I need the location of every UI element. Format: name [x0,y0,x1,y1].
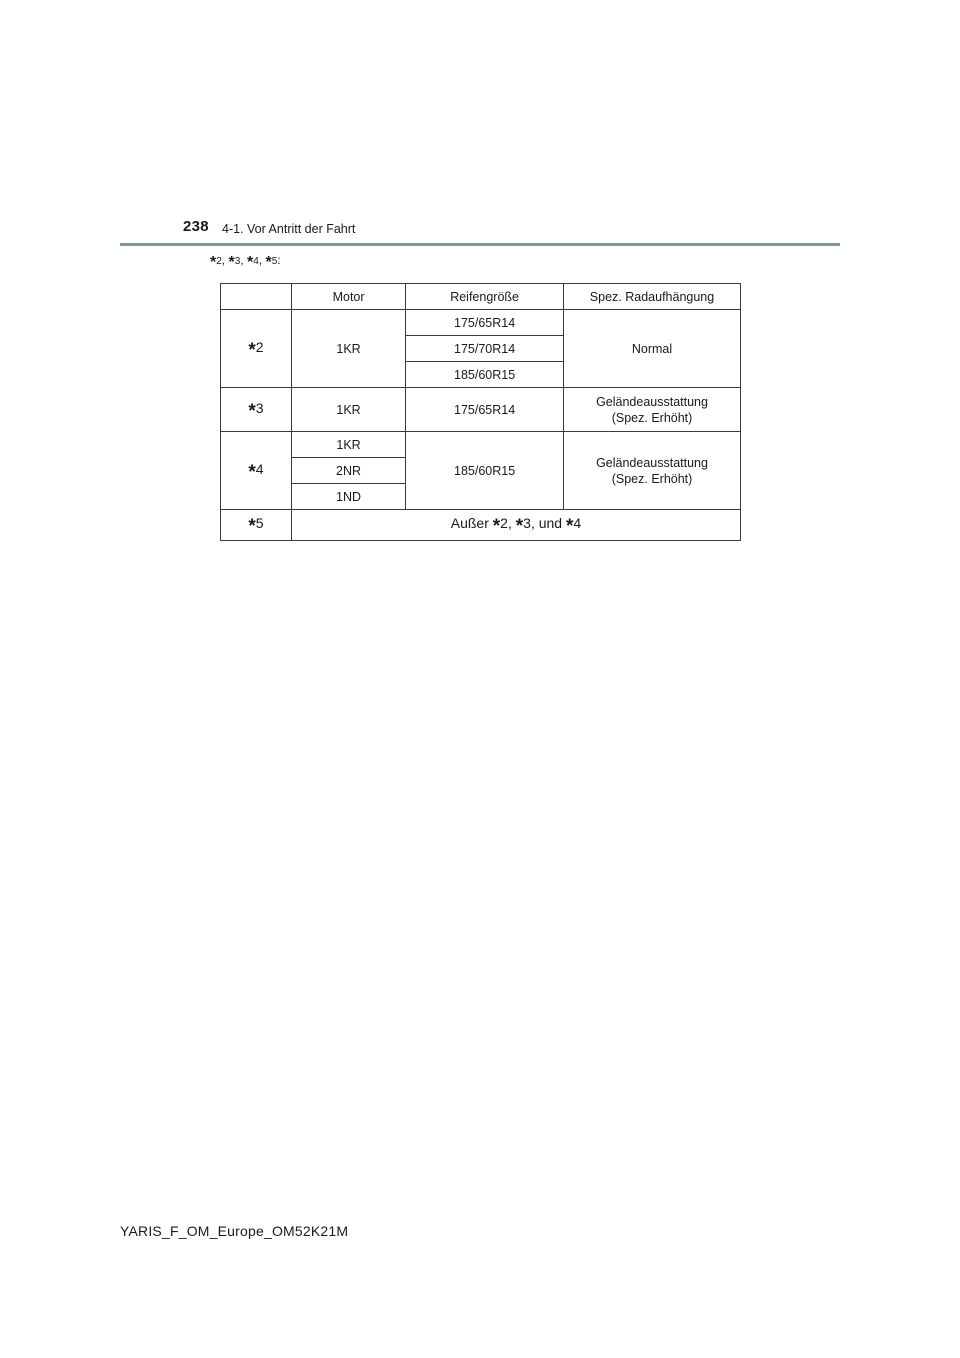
footnote-ref: 4 [253,256,259,267]
engine-cell: 2NR [291,458,405,484]
suspension-cell: Geländeausstattung (Spez. Erhöht) [564,388,741,432]
asterisk-icon: * [228,254,235,271]
engine-cell: 1ND [291,484,405,510]
footer-doc-id: YARIS_F_OM_Europe_OM52K21M [120,1223,349,1239]
page-number: 238 [183,218,209,235]
footnote-reference-line: *2, *3, *4, *5: [210,253,281,271]
group-ref-cell: *5 [221,510,292,541]
specification-table [220,283,741,541]
header-cell-tire-size: Reifengröße [406,284,564,310]
footnote-ref: 2 [216,256,222,267]
header-cell-empty [221,284,292,310]
section-title: 4-1. Vor Antritt der Fahrt [222,222,356,236]
engine-cell: 1KR [291,310,405,388]
asterisk-icon: * [265,254,272,271]
asterisk-icon: * [246,254,254,271]
header-cell-suspension: Spez. Radaufhängung [564,284,741,310]
table-row [221,388,741,432]
asterisk-icon: * [248,461,256,483]
footnote-ref: 5 [271,256,278,267]
footnote-ref: 3 [234,256,241,267]
asterisk-icon: * [248,339,256,361]
header-cell-motor: Motor [291,284,405,310]
tire-cell: 175/65R14 [406,388,564,432]
engine-cell: 1KR [291,388,405,432]
header-rule [120,243,840,246]
asterisk-icon: * [565,516,574,537]
table-row [221,310,741,336]
asterisk-icon: * [492,516,501,537]
asterisk-icon: * [248,516,256,537]
table-header-row [221,284,741,310]
asterisk-icon: * [210,254,217,271]
group-ref-cell: *3 [221,388,292,432]
tire-cell: 185/60R15 [406,362,564,388]
engine-cell: 1KR [291,432,405,458]
suspension-cell: Normal [564,310,741,388]
group-ref-cell: *2 [221,310,292,388]
table-row [221,510,741,541]
asterisk-icon: * [515,516,524,537]
asterisk-icon: * [248,400,256,422]
suspension-cell: Geländeausstattung (Spez. Erhöht) [564,432,741,510]
tire-cell: 175/70R14 [406,336,564,362]
tire-cell: 185/60R15 [406,432,564,510]
table-row [221,432,741,458]
group-ref-cell: *4 [221,432,292,510]
tire-cell: 175/65R14 [406,310,564,336]
exception-cell: Außer *2, *3, und *4 [291,510,740,541]
